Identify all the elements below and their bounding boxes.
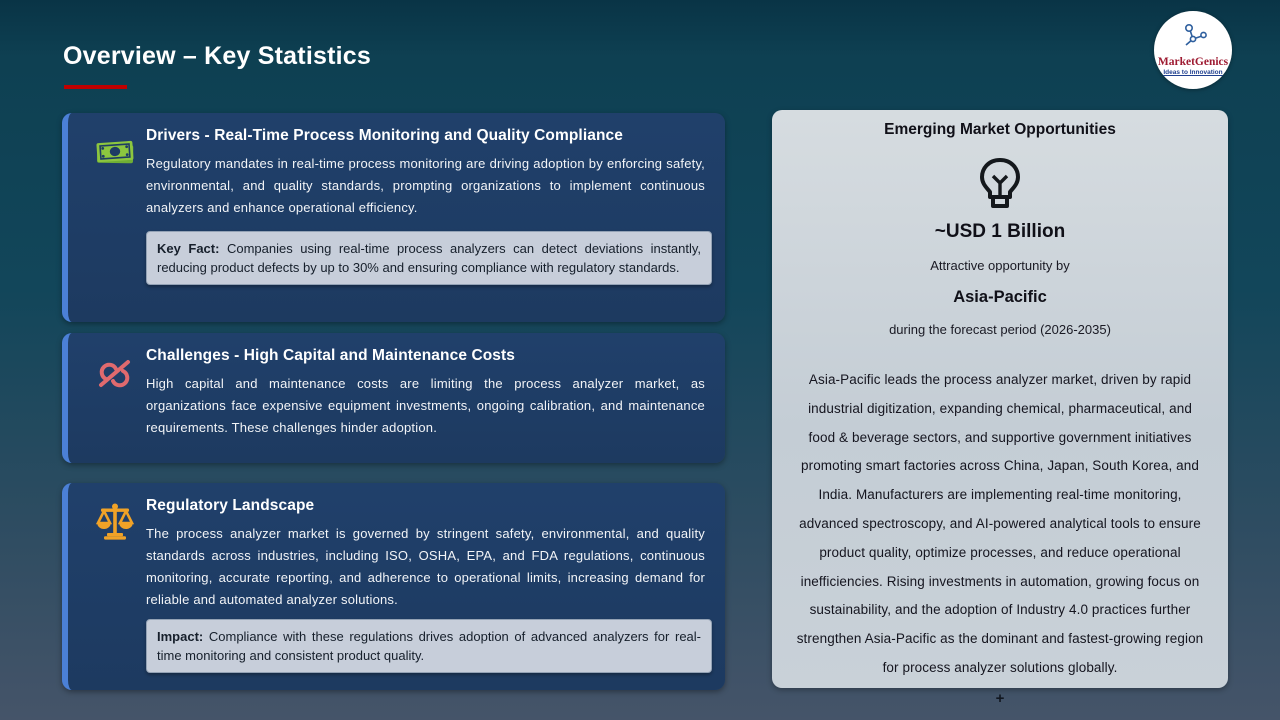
molecule-icon — [1176, 24, 1210, 56]
regulatory-card — [62, 483, 725, 690]
logo-tagline: Ideas to Innovation — [1163, 69, 1223, 77]
lightbulb-icon — [794, 153, 1206, 215]
plus-mark: + — [995, 690, 1005, 707]
challenges-card-title: Challenges - High Capital and Maintenance Costs — [146, 347, 516, 364]
marketgenics-logo — [1154, 11, 1232, 89]
drivers-card — [62, 113, 725, 322]
key-fact-box — [146, 231, 712, 285]
emerging-opportunities-panel — [772, 110, 1228, 688]
challenges-card-body: High capital and maintenance costs are limiting the process analyzer market, as organizations face expensive equipment investments, ongoing calibration, and maintenance requirements. These challenges hinder adoption. — [146, 376, 705, 435]
title-underline — [64, 85, 127, 89]
key-fact-text: Companies using real-time process analyzers can detect deviations instantly, reducing product defects by up to 30% and ensuring compliance with regulatory standards. — [157, 241, 701, 275]
drivers-card-body: Regulatory mandates in real-time process monitoring are driving adoption by enforcing safety, environmental, and quality standards, prompting organizations to implement continuous analyzers and enhance operational efficiency. — [146, 156, 705, 215]
logo-name: MarketGenics — [1157, 55, 1229, 68]
regulatory-card-title: Regulatory Landscape — [146, 497, 315, 514]
key-fact-label: Key Fact: — [157, 241, 220, 256]
impact-text: Compliance with these regulations drives adoption of advanced analyzers for real-time monitoring and consistent product quality. — [157, 629, 701, 663]
impact-label: Impact: — [157, 629, 204, 644]
broken-link-icon — [92, 351, 138, 397]
page-title: Overview – Key Statistics — [63, 42, 371, 70]
opportunity-value: ~USD 1 Billion — [934, 221, 1066, 242]
opportunity-subtitle: Attractive opportunity by — [930, 258, 1070, 273]
challenges-card — [62, 333, 725, 463]
impact-box — [146, 619, 712, 673]
opportunity-region: Asia-Pacific — [953, 288, 1047, 306]
opportunity-description: Asia-Pacific leads the process analyzer market, driven by rapid industrial digitization, expanding chemical, pharmaceutical, and food & beverage sectors, and supportive government initiatives promoting smart factories across China, Japan, South Korea, and India. Manufacturers are implementing real-time monitoring, advanced spectroscopy, and AI-powered analytical tools to ensure product quality, optimize processes, and reduce operational inefficiencies. Rising investments in automation, growing focus on sustainability, and the adoption of Industry 4.0 practices further strengthen Asia-Pacific as the dominant and fastest-growing region for process analyzer solutions globally. — [796, 372, 1204, 675]
scales-icon — [92, 499, 138, 545]
regulatory-card-body: The process analyzer market is governed by stringent safety, environmental, and quality standards across industries, including ISO, OSHA, EPA, and FDA regulations, continuous monitoring, accurate reporting, and adherence to operational limits, increasing demand for reliable and automated analyzer solutions. — [146, 526, 705, 607]
drivers-card-title: Drivers - Real-Time Process Monitoring and Quality Compliance — [146, 127, 623, 144]
opportunity-period: during the forecast period (2026-2035) — [889, 322, 1111, 337]
panel-title: Emerging Market Opportunities — [884, 121, 1116, 138]
money-icon — [92, 129, 138, 175]
